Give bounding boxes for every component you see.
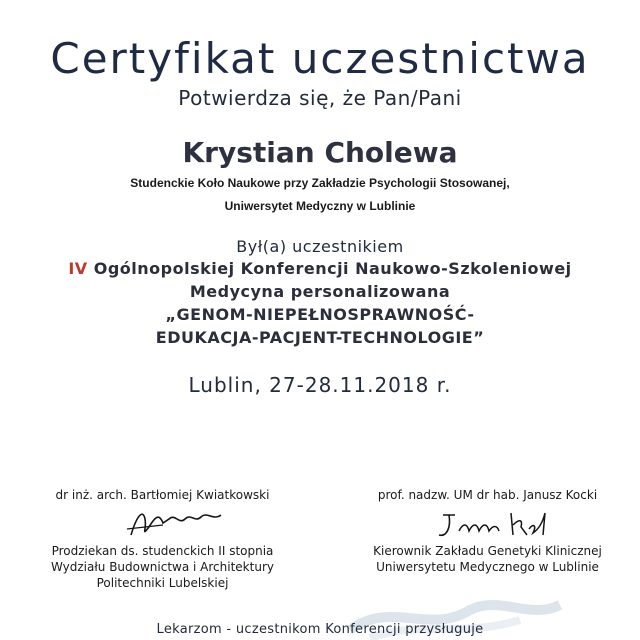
signatory-role-right-2: Uniwersytetu Medycznego w Lublinie <box>376 560 599 574</box>
signature-block-left <box>20 487 305 591</box>
place-and-date: Lublin, 27-28.11.2018 r. <box>188 373 452 397</box>
affiliation-line-1: Studenckie Koło Naukowe przy Zakładzie Psychologii Stosowanej, <box>130 176 510 190</box>
signatory-role-left-2: Wydziału Budownictwa i Architektury <box>51 560 274 574</box>
conference-subtitle: Medycyna personalizowana <box>189 282 451 301</box>
conference-edition: IV <box>68 259 88 278</box>
signatory-name-right: prof. nadzw. UM dr hab. Janusz Kocki <box>377 488 598 502</box>
participant-name: Krystian Cholewa <box>182 136 458 169</box>
signatory-role-left-1: Prodziekan ds. studenckich II stopnia <box>51 544 274 558</box>
participation-text: Był(a) uczestnikiem <box>236 237 404 256</box>
signatory-role-left-3: Politechniki Lubelskiej <box>96 576 229 590</box>
signature-block-right <box>345 487 630 575</box>
signatory-name-left: dr inż. arch. Bartłomiej Kwiatkowski <box>55 488 270 502</box>
conference-theme-line-2: EDUKACJA-PACJENT-TECHNOLOGIE” <box>155 328 485 347</box>
handwritten-signature-left <box>20 503 305 543</box>
affiliation-line-2: Uniwersytet Medyczny w Lublinie <box>224 199 416 213</box>
certificate-subtitle: Potwierdza się, że Pan/Pani <box>178 86 462 110</box>
conference-theme-line-1: „GENOM-NIEPEŁNOSPRAWNOŚĆ- <box>165 305 475 324</box>
certificate-title: Certyfikat uczestnictwa <box>50 34 590 83</box>
handwritten-signature-right <box>345 503 630 543</box>
conference-name: Ogólnopolskiej Konferencji Naukowo-Szkoleniowej <box>87 259 572 278</box>
footer-note: Lekarzom - uczestnikom Konferencji przysługuje <box>156 622 484 637</box>
conference-title <box>0 259 640 278</box>
signatory-role-right-1: Kierownik Zakładu Genetyki Klinicznej <box>373 544 602 558</box>
